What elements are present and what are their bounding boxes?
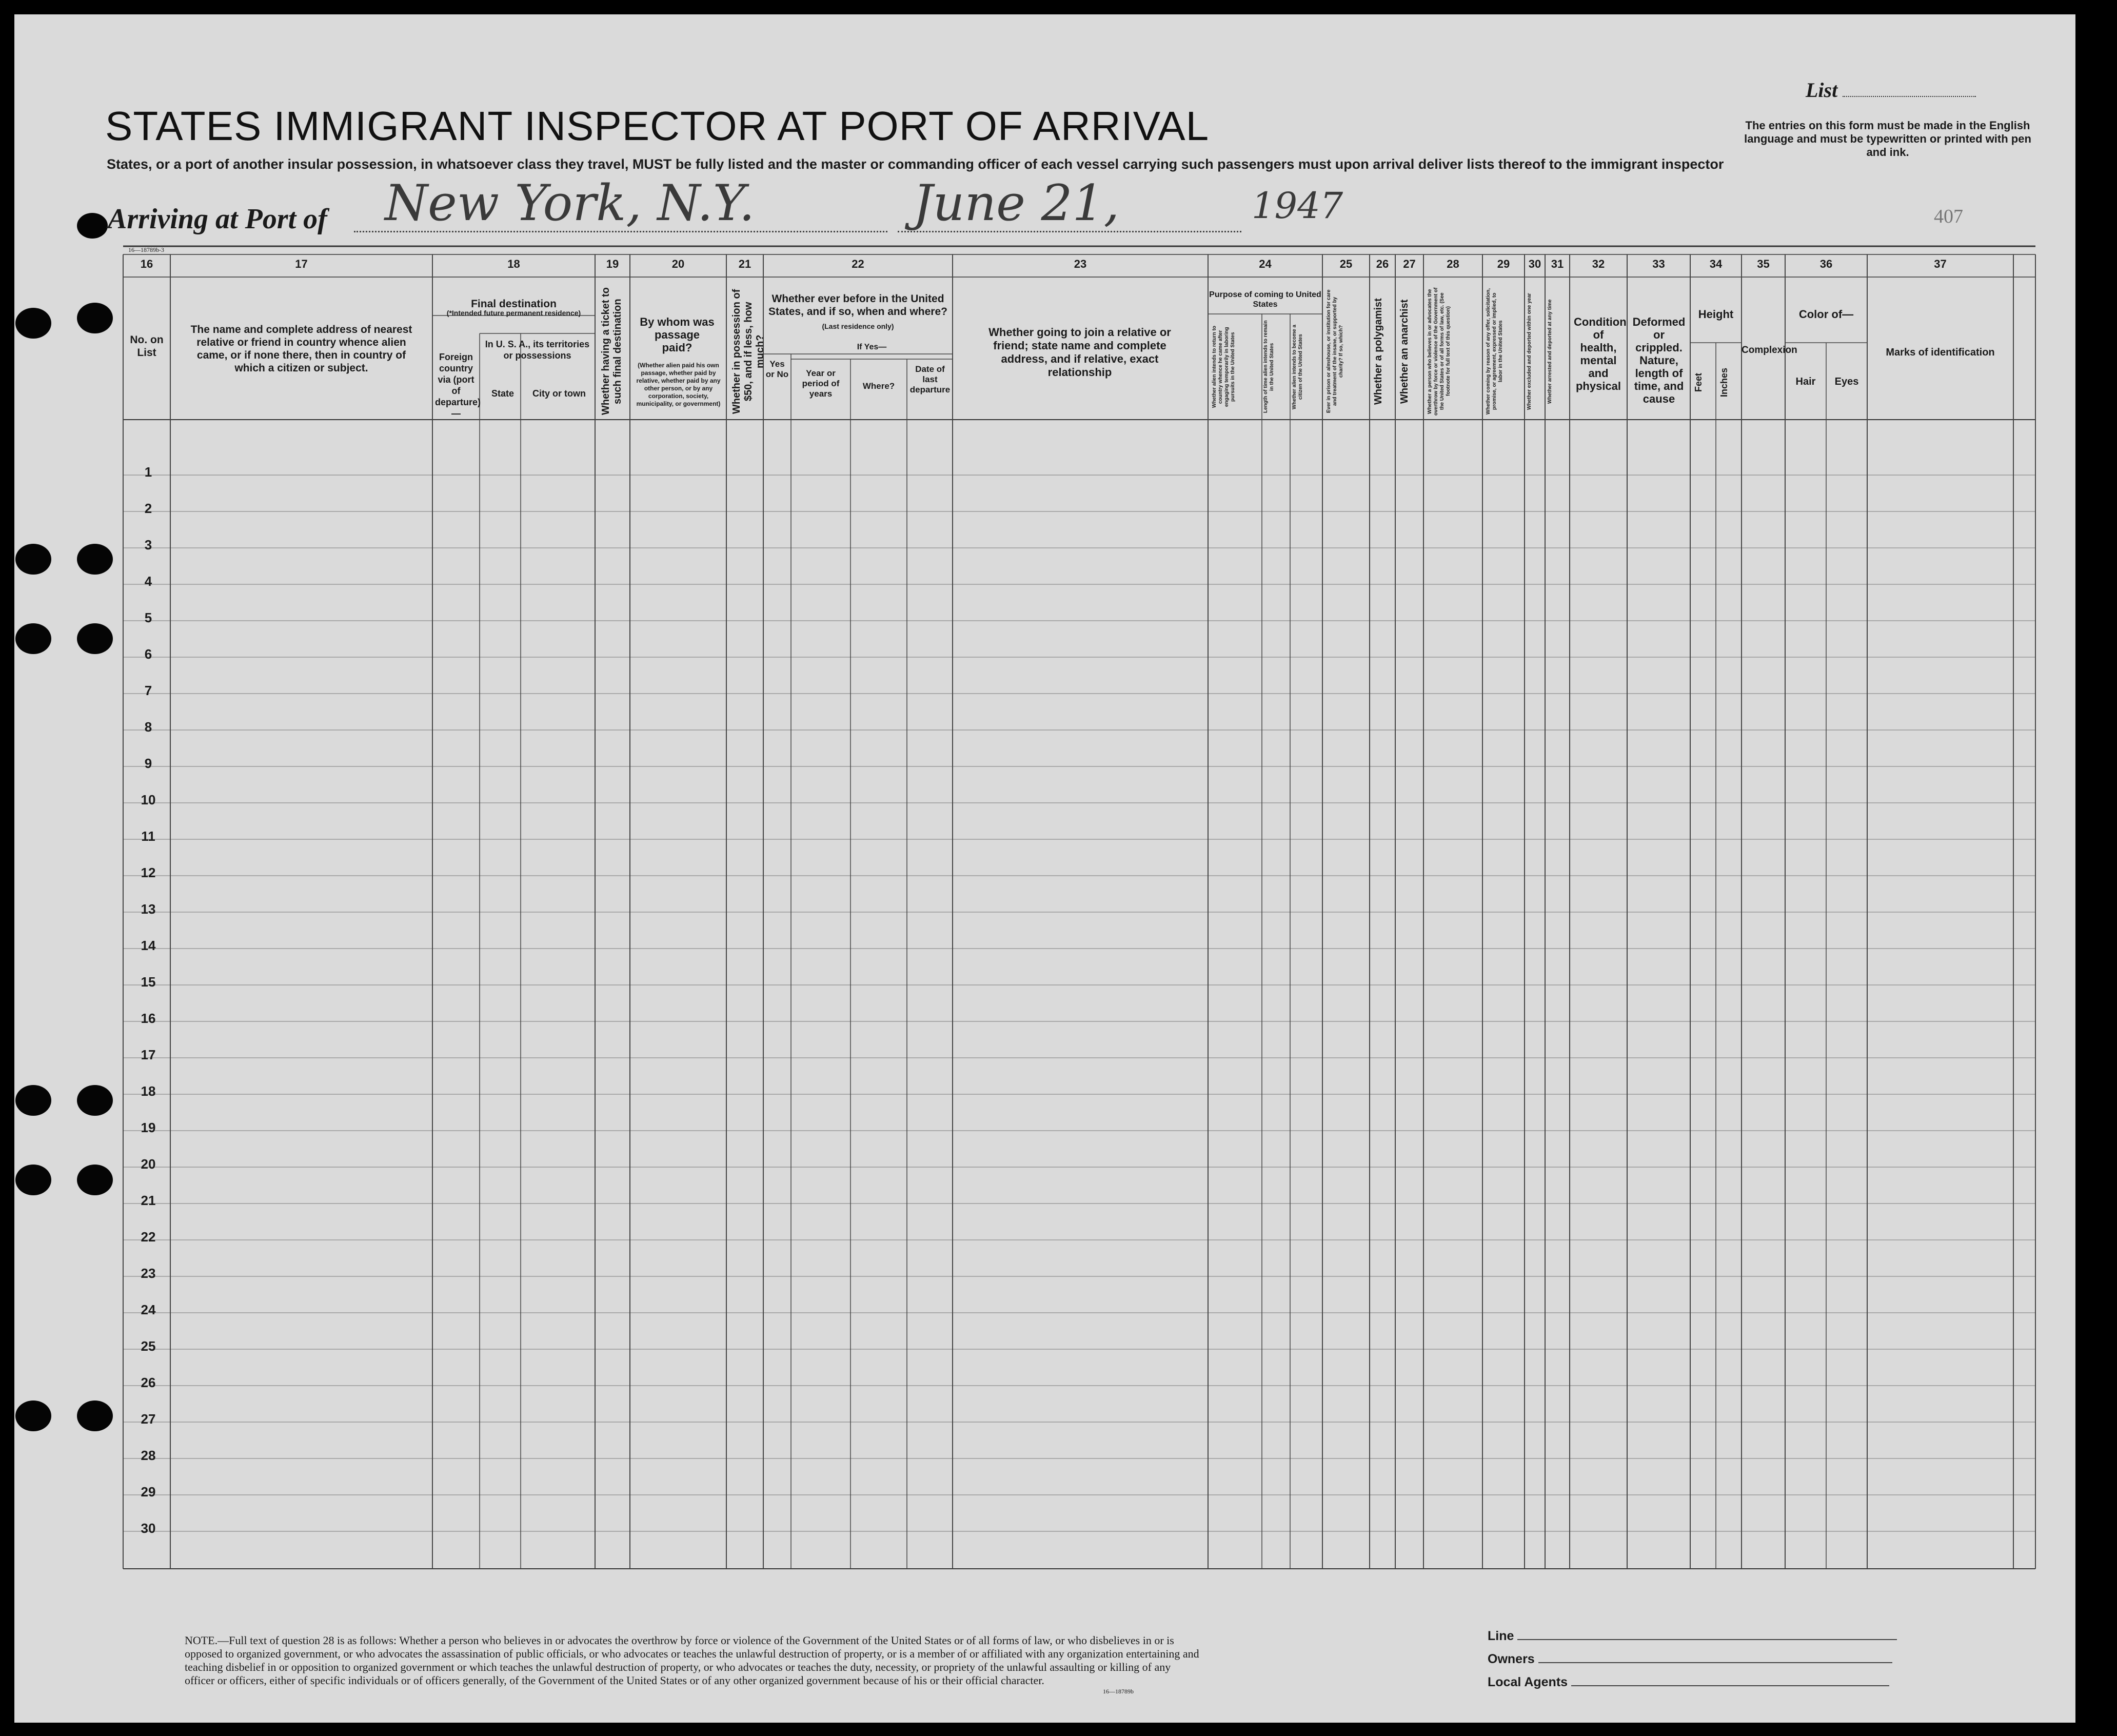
line-field <box>1488 1629 1897 1644</box>
row-number: 10 <box>141 792 156 807</box>
col-num-28: 28 <box>1447 258 1459 270</box>
row-number: 5 <box>144 610 152 625</box>
header-anarchist: Whether an anarchist <box>1399 299 1410 404</box>
header-usa: In U. S. A., its territories or possessions <box>485 339 590 361</box>
row-number: 14 <box>141 938 156 953</box>
col-num-20: 20 <box>671 258 685 270</box>
header-final-destination-sub: (*Intended future permanent residence) <box>446 309 581 317</box>
row-number: 25 <box>141 1338 156 1354</box>
row-number: 15 <box>141 974 156 990</box>
header-passage-paid-sub: (Whether alien paid his own passage, whether paid by relative, whether paid by any other person, or by any corporation, society, municipality, or government) <box>636 362 721 407</box>
col-num-22: 22 <box>852 258 864 270</box>
row-number: 18 <box>141 1083 156 1099</box>
line-label: Line <box>1488 1629 1514 1643</box>
header-state: State <box>491 388 514 399</box>
header-city: City or town <box>532 388 586 399</box>
arrival-date: June 21, <box>913 174 1120 232</box>
header-if-yes: If Yes— <box>857 343 887 351</box>
header-health: Condition of health, mental and physical <box>1574 315 1627 392</box>
local-agents-label: Local Agents <box>1488 1675 1568 1689</box>
row-number: 26 <box>141 1375 156 1390</box>
col-num-34: 34 <box>1709 258 1723 270</box>
col-num-21: 21 <box>738 258 751 270</box>
row-number: 21 <box>141 1193 156 1208</box>
header-labor-offer: Whether coming by reason of any offer, solicitation, promise, or agreement, expressed or implied, to labor in the United States <box>1486 288 1503 415</box>
row-number: 11 <box>141 828 155 844</box>
header-list-number: No. on List <box>130 334 164 359</box>
header-last-residence: (Last residence only) <box>822 322 894 330</box>
header-passage-paid: By whom was passage paid? <box>640 315 715 354</box>
row-number: 23 <box>141 1266 156 1281</box>
header-ticket: Whether having a ticket to such final destination <box>600 287 623 416</box>
header-where: Where? <box>862 381 895 391</box>
row-number: 9 <box>144 756 152 771</box>
col-num-32: 32 <box>1592 258 1605 270</box>
col-num-37: 37 <box>1934 258 1947 270</box>
page-subtitle: States, or a port of another insular possession, in whatsoever class they travel, MUST be fully listed and the master or commanding officer of each vessel carrying such passengers must upon arrival deliver lists thereof to the immigrant inspector <box>107 156 1724 172</box>
col-num-24: 24 <box>1259 258 1272 270</box>
page-title: STATES IMMIGRANT INSPECTOR AT PORT OF ARRIVAL <box>105 103 1210 149</box>
header-feet: Feet <box>1693 372 1704 392</box>
header-hair: Hair <box>1795 376 1816 387</box>
header-fifty-dollars: Whether in possession of $50, and if less, how much? <box>731 289 766 414</box>
col-num-18: 18 <box>507 258 520 270</box>
header-purpose-length: Length of time alien intends to remain in the United States <box>1263 320 1275 413</box>
arriving-label: Arriving at Port of <box>108 203 327 235</box>
local-agents-field <box>1488 1675 1889 1690</box>
row-number: 29 <box>141 1484 156 1500</box>
row-number: 4 <box>144 574 152 589</box>
col-num-17: 17 <box>295 258 308 270</box>
header-purpose: Purpose of coming to United States <box>1209 290 1321 309</box>
list-label: List <box>1806 78 1838 102</box>
col-num-27: 27 <box>1403 258 1416 270</box>
row-number: 6 <box>144 646 152 662</box>
header-inches: Inches <box>1719 367 1729 397</box>
row-number: 12 <box>141 865 156 880</box>
row-number: 22 <box>141 1229 156 1245</box>
row-number: 3 <box>144 537 152 553</box>
row-number: 28 <box>141 1448 156 1463</box>
footer-code: 16—18789b <box>1103 1688 1134 1695</box>
header-marks: Marks of identification <box>1886 347 1995 358</box>
form-code: 16—18789b-3 <box>128 246 164 253</box>
header-departure-date: Date of last departure <box>909 364 951 394</box>
header-complexion: Complexion <box>1742 345 1797 356</box>
header-years: Year or period of years <box>802 368 840 399</box>
header-prison: Ever in prison or almshouse, or institution for care and treatment of the insane, or supported by charity? If so, which? <box>1326 289 1344 413</box>
row-number: 13 <box>141 901 156 917</box>
header-height: Height <box>1698 308 1734 321</box>
header-overthrow: Whether a person who believes in or advocates the overthrow by force or violence of the Government of the United States or of all forms of law, etc. (See footnote for full text of this question) <box>1427 287 1451 416</box>
row-number: 16 <box>141 1011 156 1026</box>
row-number: 8 <box>144 719 152 735</box>
header-purpose-return: Whether alien intends to return to country whence he came after engaging temporarily in laboring pursuits in the United States <box>1212 326 1236 408</box>
row-number: 30 <box>141 1521 156 1536</box>
col-num-29: 29 <box>1497 258 1510 270</box>
col-num-31: 31 <box>1551 258 1564 270</box>
arrival-port: New York, N.Y. <box>385 174 755 232</box>
row-number: 2 <box>144 501 152 516</box>
owners-label: Owners <box>1488 1652 1535 1666</box>
col-num-35: 35 <box>1757 258 1770 270</box>
header-excluded: Whether excluded and deported within one year <box>1527 293 1532 410</box>
col-num-23: 23 <box>1074 258 1087 270</box>
col-num-30: 30 <box>1528 258 1541 270</box>
header-joining-relative: Whether going to join a relative or friend; state name and complete address, and if relative, exact relationship <box>988 326 1171 379</box>
header-deported: Whether arrested and deported at any time <box>1547 299 1553 404</box>
form-instructions: The entries on this form must be made in the English language and must be typewritten or printed with pen and ink. <box>1744 119 2031 159</box>
col-num-26: 26 <box>1376 258 1389 270</box>
header-foreign-country: Foreign country via (port of departure)— <box>435 352 481 419</box>
col-num-33: 33 <box>1652 258 1665 270</box>
col-num-19: 19 <box>606 258 619 270</box>
row-number: 19 <box>141 1120 156 1135</box>
header-deformed: Deformed or crippled. Nature, length of time, and cause <box>1632 315 1686 405</box>
row-number: 24 <box>141 1302 156 1317</box>
arrival-year: 1947 <box>1252 185 1343 227</box>
page-number: 407 <box>1934 206 1963 227</box>
header-color: Color of— <box>1798 308 1854 321</box>
row-number: 27 <box>141 1411 156 1427</box>
header-purpose-citizen: Whether alien intends to become a citizen of the United States <box>1292 324 1303 409</box>
col-num-16: 16 <box>140 258 153 270</box>
header-polygamist: Whether a polygamist <box>1373 298 1384 405</box>
header-eyes: Eyes <box>1834 376 1859 387</box>
col-num-36: 36 <box>1819 258 1833 270</box>
header-before-in-us: Whether ever before in the United States, and if so, when and where? <box>768 293 947 318</box>
row-number: 17 <box>141 1047 156 1062</box>
header-yes-no: Yes or No <box>765 359 789 379</box>
header-nearest-relative: The name and complete address of nearest relative or friend in country whence alien came, or if none there, then in country of which a citizen or subject. <box>190 324 412 374</box>
owners-field <box>1488 1652 1892 1667</box>
row-number: 20 <box>141 1156 156 1172</box>
row-number: 1 <box>144 464 152 480</box>
footnote-question-28: NOTE.—Full text of question 28 is as follows: Whether a person who believes in or advocates the overthrow by force or violence of the Government of the United States or of all forms of law, or who disbelieves in or is opposed to organized government, or who advocates the assassination of public officials, or who advocates or teaches the unlawful destruction of property, or is a member of or affiliated with any organization entertaining and teaching disbelief in or opposition to organized government or which teaches the unlawful destruction of property, or who advocates or teaches the duty, necessity, or propriety of the unlawful assaulting or killing of any officer or officers, either of specific individuals or of officers generally, of the Government of the United States or of any other organized government because of his or their official character. <box>185 1634 1199 1687</box>
row-number: 7 <box>144 683 152 698</box>
header-final-destination: Final destination <box>471 298 557 310</box>
col-num-25: 25 <box>1339 258 1353 270</box>
